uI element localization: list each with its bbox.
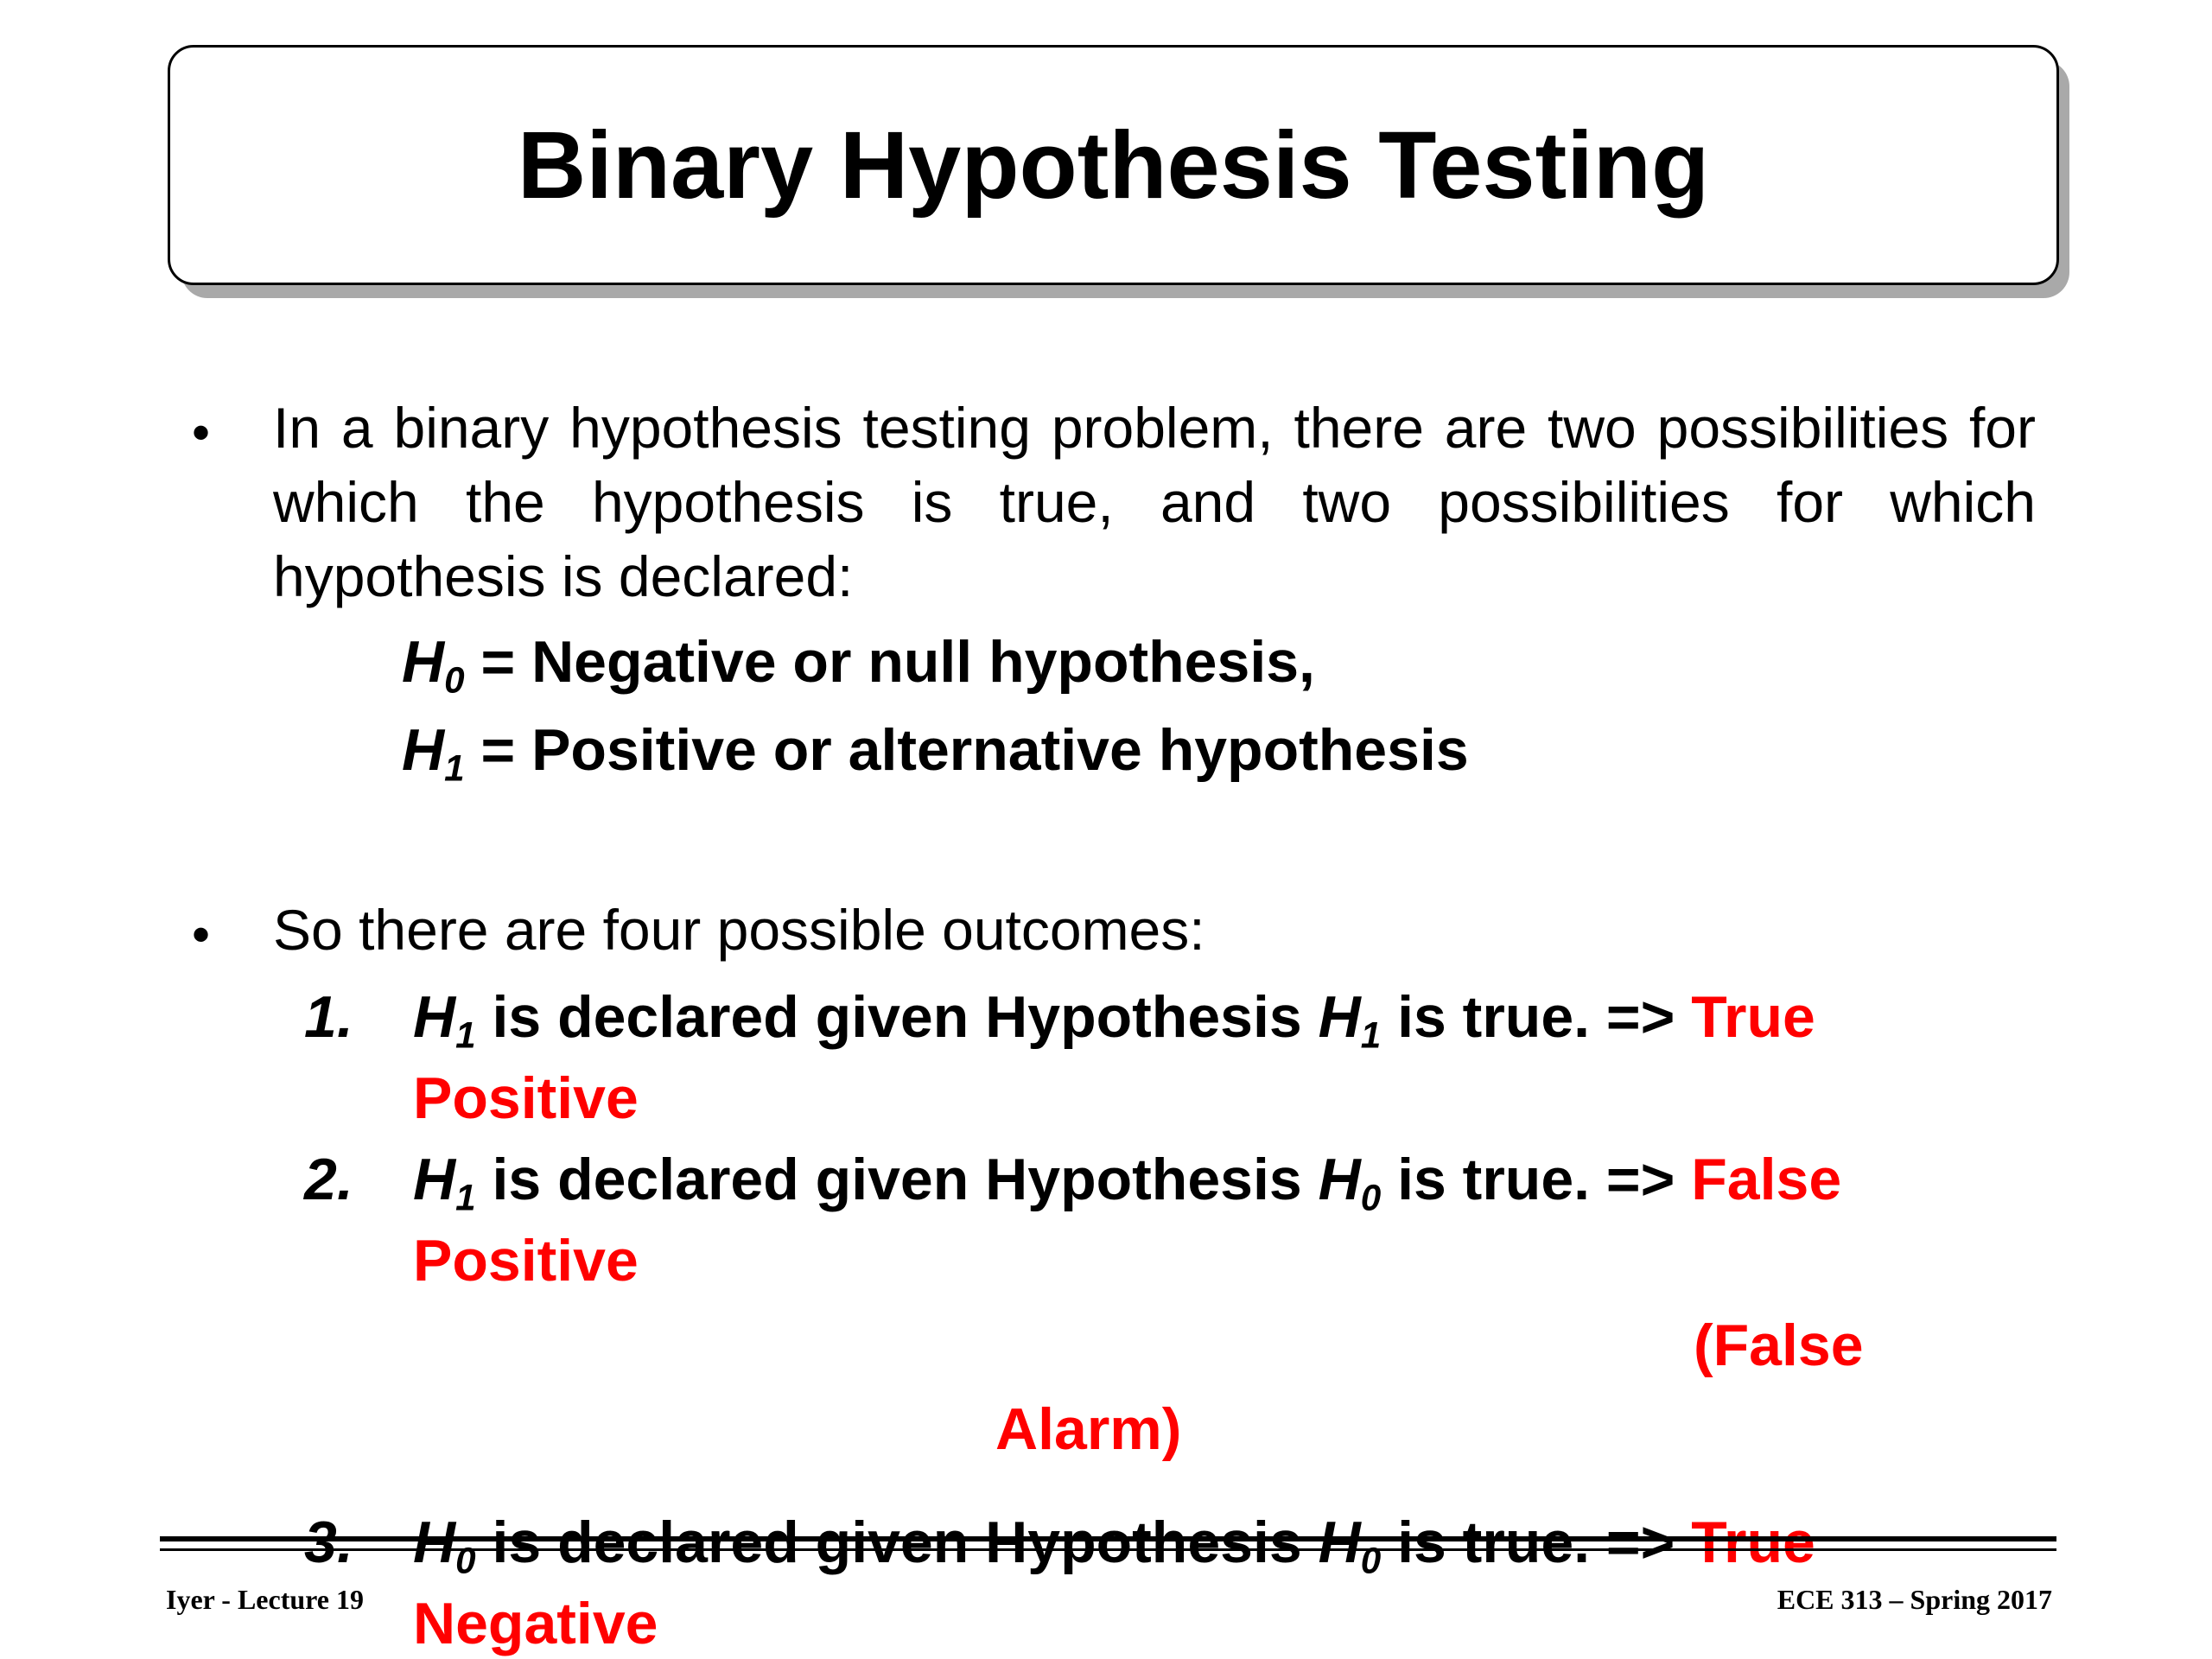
outcome-number: 2. [304,1147,353,1212]
outcome-arrow-text: is true. => [1397,1510,1675,1575]
h1-subscript: 1 [444,747,465,789]
declared-subscript: 1 [455,1014,476,1056]
true-subscript: 0 [1360,1540,1382,1581]
h0-symbol: H [402,629,445,695]
bullet-marker: • [192,404,211,461]
outcome-number: 1. [304,984,353,1050]
h1-definition: = Positive or alternative hypothesis [480,717,1469,783]
outcome-result-label: Positive [413,1228,639,1294]
hypothesis-h1 [402,716,1469,789]
slide-title: Binary Hypothesis Testing [517,111,1710,219]
declared-symbol: H [413,1510,456,1575]
h1-symbol: H [402,717,445,783]
outcomes-intro: So there are four possible outcomes: [273,898,1205,962]
false-alarm-open: (False [1694,1313,1864,1378]
footer-right: ECE 313 – Spring 2017 [1777,1584,2052,1615]
true-symbol: H [1318,1510,1361,1575]
bullet-marker: • [192,906,211,963]
footer-left: Iyer - Lecture 19 [166,1584,364,1615]
outcome-1 [413,976,1977,1139]
outcome-3 [413,1502,1977,1659]
intro-paragraph: In a binary hypothesis testing problem, there are two possibilities for which the hypothesis is true, and two possibilities for which hypothesis is declared: [273,396,2036,608]
true-symbol: H [1318,1147,1361,1212]
declared-symbol: H [413,1147,456,1212]
outcome-number: 3. [304,1510,353,1575]
h0-definition: = Negative or null hypothesis, [480,629,1315,695]
declared-symbol: H [413,984,456,1050]
declared-subscript: 0 [455,1540,476,1581]
true-symbol: H [1318,984,1361,1050]
hypothesis-h0 [402,628,1315,701]
h0-subscript: 0 [444,659,465,701]
outcome-result-label: False [1691,1147,1842,1212]
outcome-arrow-text: is true. => [1397,984,1675,1050]
footer-rule-thick [160,1536,2056,1541]
outcome-2 [413,1139,1977,1301]
outcome-result-label: True [1691,1510,1815,1575]
outcome-arrow-text: is true. => [1397,1147,1675,1212]
outcome-result-label: Positive [413,1065,639,1131]
true-subscript: 0 [1360,1177,1382,1218]
outcome-text: is declared given Hypothesis [492,1147,1302,1212]
outcome-result-label: Negative [413,1591,658,1656]
true-subscript: 1 [1360,1014,1382,1056]
declared-subscript: 1 [455,1177,476,1218]
outcome-text: is declared given Hypothesis [492,1510,1302,1575]
false-alarm-close: Alarm) [995,1396,1182,1462]
outcome-text: is declared given Hypothesis [492,984,1302,1050]
outcome-result-label: True [1691,984,1815,1050]
title-box [168,45,2059,285]
footer-rule-thin [160,1548,2056,1551]
